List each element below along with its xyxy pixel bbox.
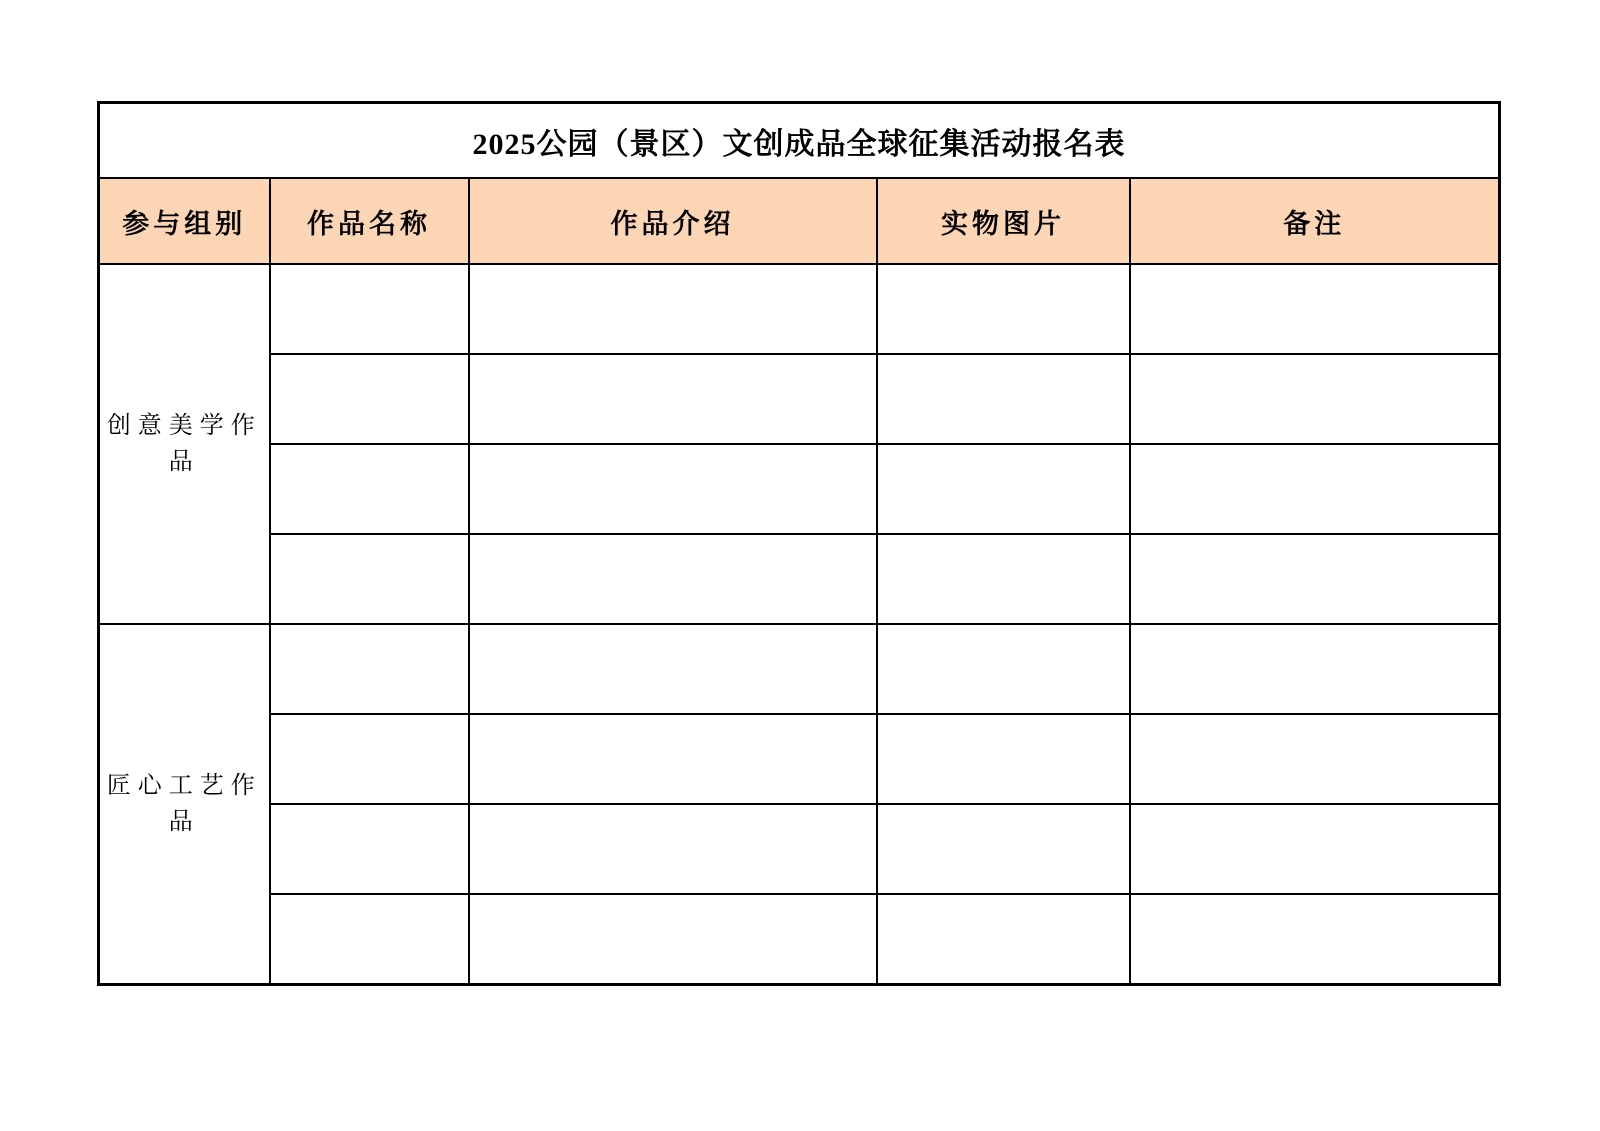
input-cell-g2r2-work-introduction[interactable] xyxy=(469,714,877,804)
input-cell-g1r4-physical-photo[interactable] xyxy=(877,534,1130,624)
input-cell-g2r3-remarks[interactable] xyxy=(1130,804,1500,894)
group-cell-craftsmanship-works xyxy=(99,624,270,985)
input-cell-g2r4-remarks[interactable] xyxy=(1130,894,1500,985)
group-label: 创意美学作品 xyxy=(106,413,262,475)
registration-form-table xyxy=(97,101,1501,986)
input-cell-g2r2-work-name[interactable] xyxy=(270,714,469,804)
form-title: 2025公园（景区）文创成品全球征集活动报名表 xyxy=(99,103,1500,179)
input-cell-g1r2-remarks[interactable] xyxy=(1130,354,1500,444)
input-cell-g1r4-work-name[interactable] xyxy=(270,534,469,624)
input-cell-g2r1-work-name[interactable] xyxy=(270,624,469,714)
group-label: 匠心工艺作品 xyxy=(106,773,262,835)
input-cell-g2r4-physical-photo[interactable] xyxy=(877,894,1130,985)
input-cell-g1r3-physical-photo[interactable] xyxy=(877,444,1130,534)
input-cell-g1r3-work-name[interactable] xyxy=(270,444,469,534)
input-cell-g1r3-remarks[interactable] xyxy=(1130,444,1500,534)
input-cell-g2r1-remarks[interactable] xyxy=(1130,624,1500,714)
input-cell-g1r1-work-introduction[interactable] xyxy=(469,264,877,354)
header-cell-physical-photo: 实物图片 xyxy=(877,178,1130,264)
header-cell-participation-group: 参与组别 xyxy=(99,178,270,264)
input-cell-g2r3-work-introduction[interactable] xyxy=(469,804,877,894)
input-cell-g1r2-physical-photo[interactable] xyxy=(877,354,1130,444)
input-cell-g1r1-work-name[interactable] xyxy=(270,264,469,354)
input-cell-g1r2-work-introduction[interactable] xyxy=(469,354,877,444)
input-cell-g2r2-physical-photo[interactable] xyxy=(877,714,1130,804)
header-cell-remarks: 备注 xyxy=(1130,178,1500,264)
input-cell-g1r2-work-name[interactable] xyxy=(270,354,469,444)
group-cell-creative-aesthetic-works xyxy=(99,264,270,624)
input-cell-g1r3-work-introduction[interactable] xyxy=(469,444,877,534)
header-cell-work-name: 作品名称 xyxy=(270,178,469,264)
input-cell-g2r4-work-introduction[interactable] xyxy=(469,894,877,985)
input-cell-g2r4-work-name[interactable] xyxy=(270,894,469,985)
input-cell-g2r2-remarks[interactable] xyxy=(1130,714,1500,804)
input-cell-g2r3-work-name[interactable] xyxy=(270,804,469,894)
input-cell-g1r4-remarks[interactable] xyxy=(1130,534,1500,624)
input-cell-g1r1-physical-photo[interactable] xyxy=(877,264,1130,354)
input-cell-g1r4-work-introduction[interactable] xyxy=(469,534,877,624)
header-cell-work-introduction: 作品介绍 xyxy=(469,178,877,264)
input-cell-g2r1-physical-photo[interactable] xyxy=(877,624,1130,714)
input-cell-g2r1-work-introduction[interactable] xyxy=(469,624,877,714)
input-cell-g1r1-remarks[interactable] xyxy=(1130,264,1500,354)
input-cell-g2r3-physical-photo[interactable] xyxy=(877,804,1130,894)
